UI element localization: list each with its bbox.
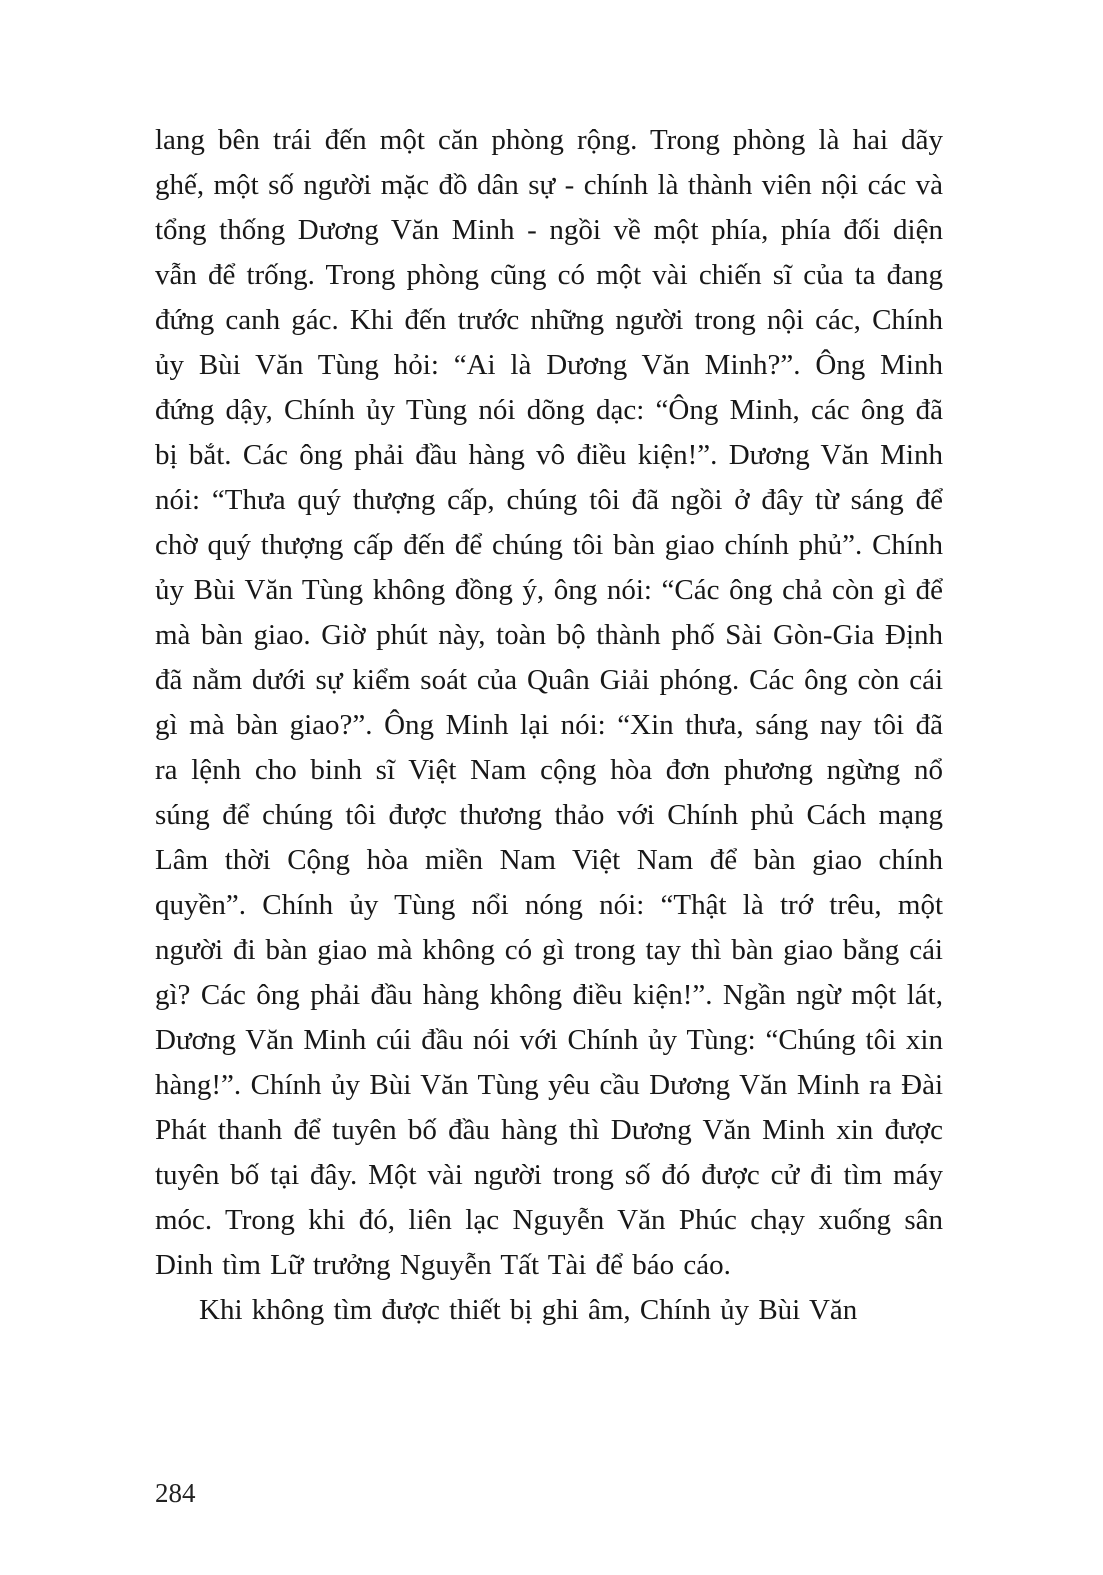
page-number: 284 [155, 1478, 196, 1508]
paragraph-new: Khi không tìm được thiết bị ghi âm, Chính ủy Bùi Văn [199, 1294, 858, 1326]
page-body [155, 118, 943, 1333]
paragraph-continuation: lang bên trái đến một căn phòng rộng. Trong phòng là hai dãy ghế, một số người mặc đồ dân sự - chính là thành viên nội các và tổng thống Dương Văn Minh - ngồi về một phía, phía đối diện vẫn để trống. Trong phòng cũng có một vài chiến sĩ của ta đang đứng canh gác. Khi đến trước những người trong nội các, Chính ủy Bùi Văn Tùng hỏi: “Ai là Dương Văn Minh?”. Ông Minh đứng dậy, Chính ủy Tùng nói dõng dạc: “Ông Minh, các ông đã bị bắt. Các ông phải đầu hàng vô điều kiện!”. Dương Văn Minh nói: “Thưa quý thượng cấp, chúng tôi đã ngồi ở đây từ sáng để chờ quý thượng cấp đến để chúng tôi bàn giao chính phủ”. Chính ủy Bùi Văn Tùng không đồng ý, ông nói: “Các ông chả còn gì để mà bàn giao. Giờ phút này, toàn bộ thành phố Sài Gòn-Gia Định đã nằm dưới sự kiểm soát của Quân Giải phóng. Các ông còn cái gì mà bàn giao?”. Ông Minh lại nói: “Xin thưa, sáng nay tôi đã ra lệnh cho binh sĩ Việt Nam cộng hòa đơn phương ngừng nổ súng để chúng tôi được thương thảo với Chính phủ Cách mạng Lâm thời Cộng hòa miền Nam Việt Nam để bàn giao chính quyền”. Chính ủy Tùng nổi nóng nói: “Thật là trớ trêu, một người đi bàn giao mà không có gì trong tay thì bàn giao bằng cái gì? Các ông phải đầu hàng không điều kiện!”. Ngần ngừ một lát, Dương Văn Minh cúi đầu nói với Chính ủy Tùng: “Chúng tôi xin hàng!”. Chính ủy Bùi Văn Tùng yêu cầu Dương Văn Minh ra Đài Phát thanh để tuyên bố đầu hàng thì Dương Văn Minh xin được tuyên bố tại đây. Một vài người trong số đó được cử đi tìm máy móc. Trong khi đó, liên lạc Nguyễn Văn Phúc chạy xuống sân Dinh tìm Lữ trưởng Nguyễn Tất Tài để báo cáo. [155, 124, 943, 1281]
